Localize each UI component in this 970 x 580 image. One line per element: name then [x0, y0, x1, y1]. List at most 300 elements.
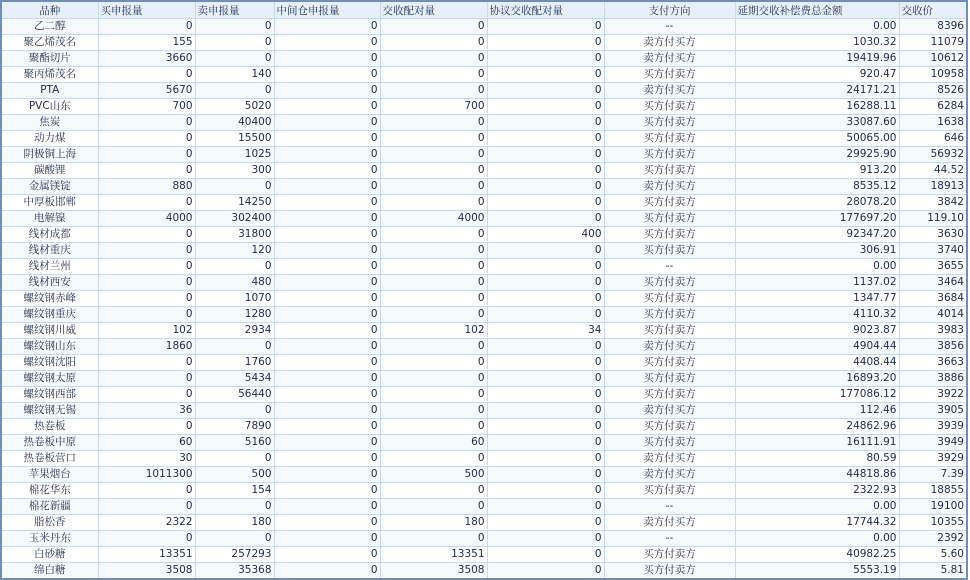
cell-settle-price: 8526 [899, 83, 967, 99]
cell-payment-direction: 卖方付买方 [604, 179, 735, 195]
table-row[interactable] [1, 355, 967, 371]
table-row[interactable] [1, 531, 967, 547]
cell-sell-qty: 180 [195, 515, 274, 531]
cell-payment-direction: 卖方付买方 [604, 339, 735, 355]
cell-variety: PTA [1, 83, 98, 99]
table-row[interactable] [1, 435, 967, 451]
cell-settle-price: 56932 [899, 147, 967, 163]
col-header-sell-qty[interactable]: 卖申报量 [195, 1, 274, 19]
table-row[interactable] [1, 83, 967, 99]
cell-deferred-fee: 8535.12 [735, 179, 899, 195]
cell-settle-price: 3929 [899, 451, 967, 467]
table-row[interactable] [1, 131, 967, 147]
cell-payment-direction: 买方付卖方 [604, 323, 735, 339]
cell-payment-direction: 买方付卖方 [604, 355, 735, 371]
table-row[interactable] [1, 467, 967, 483]
cell-protocol-match-qty: 0 [487, 307, 604, 323]
cell-payment-direction: 买方付卖方 [604, 547, 735, 563]
cell-sell-qty: 0 [195, 531, 274, 547]
cell-buy-qty: 155 [98, 35, 195, 51]
cell-variety: 绵白糖 [1, 563, 98, 580]
cell-mid-warehouse-qty: 0 [274, 435, 380, 451]
cell-variety: 线材西安 [1, 275, 98, 291]
cell-mid-warehouse-qty: 0 [274, 163, 380, 179]
cell-mid-warehouse-qty: 0 [274, 371, 380, 387]
cell-variety: 螺纹钢无锡 [1, 403, 98, 419]
cell-match-qty: 0 [380, 67, 487, 83]
cell-settle-price: 6284 [899, 99, 967, 115]
cell-buy-qty: 102 [98, 323, 195, 339]
cell-protocol-match-qty: 0 [487, 467, 604, 483]
cell-match-qty: 0 [380, 19, 487, 35]
cell-variety: 螺纹钢山东 [1, 339, 98, 355]
cell-match-qty: 0 [380, 307, 487, 323]
table-row[interactable] [1, 499, 967, 515]
table-row[interactable] [1, 35, 967, 51]
cell-settle-price: 3630 [899, 227, 967, 243]
cell-payment-direction: 买方付卖方 [604, 163, 735, 179]
cell-payment-direction: 买方付卖方 [604, 563, 735, 580]
cell-match-qty: 0 [380, 451, 487, 467]
cell-match-qty: 0 [380, 531, 487, 547]
cell-settle-price: 3655 [899, 259, 967, 275]
cell-protocol-match-qty: 0 [487, 291, 604, 307]
cell-settle-price: 5.60 [899, 547, 967, 563]
cell-buy-qty: 0 [98, 243, 195, 259]
cell-settle-price: 119.10 [899, 211, 967, 227]
cell-deferred-fee: 16893.20 [735, 371, 899, 387]
cell-variety: 螺纹钢沈阳 [1, 355, 98, 371]
cell-mid-warehouse-qty: 0 [274, 19, 380, 35]
cell-payment-direction: 买方付卖方 [604, 67, 735, 83]
table-row[interactable] [1, 547, 967, 563]
cell-sell-qty: 500 [195, 467, 274, 483]
cell-buy-qty: 2322 [98, 515, 195, 531]
cell-settle-price: 3842 [899, 195, 967, 211]
cell-settle-price: 19100 [899, 499, 967, 515]
cell-match-qty: 0 [380, 51, 487, 67]
cell-variety: 聚乙烯茂名 [1, 35, 98, 51]
cell-protocol-match-qty: 0 [487, 99, 604, 115]
cell-variety: 热卷板中原 [1, 435, 98, 451]
cell-match-qty: 0 [380, 259, 487, 275]
cell-payment-direction: -- [604, 531, 735, 547]
cell-deferred-fee: 1137.02 [735, 275, 899, 291]
cell-buy-qty: 1860 [98, 339, 195, 355]
table-row[interactable] [1, 515, 967, 531]
cell-match-qty: 180 [380, 515, 487, 531]
cell-settle-price: 3856 [899, 339, 967, 355]
cell-variety: 螺纹钢西部 [1, 387, 98, 403]
cell-sell-qty: 302400 [195, 211, 274, 227]
cell-variety: 白砂糖 [1, 547, 98, 563]
cell-protocol-match-qty: 0 [487, 67, 604, 83]
cell-sell-qty: 1280 [195, 307, 274, 323]
cell-payment-direction: -- [604, 499, 735, 515]
cell-protocol-match-qty: 0 [487, 131, 604, 147]
cell-payment-direction: 买方付卖方 [604, 435, 735, 451]
cell-variety: 中厚板邯郸 [1, 195, 98, 211]
cell-match-qty: 500 [380, 467, 487, 483]
cell-buy-qty: 0 [98, 259, 195, 275]
cell-mid-warehouse-qty: 0 [274, 147, 380, 163]
cell-sell-qty: 300 [195, 163, 274, 179]
cell-protocol-match-qty: 0 [487, 435, 604, 451]
cell-protocol-match-qty: 0 [487, 339, 604, 355]
cell-deferred-fee: 306.91 [735, 243, 899, 259]
cell-payment-direction: -- [604, 259, 735, 275]
cell-deferred-fee: 40982.25 [735, 547, 899, 563]
cell-sell-qty: 2934 [195, 323, 274, 339]
cell-mid-warehouse-qty: 0 [274, 323, 380, 339]
cell-mid-warehouse-qty: 0 [274, 99, 380, 115]
cell-variety: 螺纹钢太原 [1, 371, 98, 387]
col-header-protocol-match-qty[interactable]: 协议交收配对量 [487, 1, 604, 19]
col-header-variety[interactable]: 品种 [1, 1, 98, 19]
table-row[interactable] [1, 387, 967, 403]
cell-buy-qty: 0 [98, 163, 195, 179]
cell-payment-direction: 买方付卖方 [604, 291, 735, 307]
cell-sell-qty: 7890 [195, 419, 274, 435]
cell-protocol-match-qty: 0 [487, 275, 604, 291]
cell-settle-price: 1638 [899, 115, 967, 131]
cell-variety: 电解镍 [1, 211, 98, 227]
cell-buy-qty: 880 [98, 179, 195, 195]
cell-buy-qty: 4000 [98, 211, 195, 227]
cell-deferred-fee: 17744.32 [735, 515, 899, 531]
cell-buy-qty: 0 [98, 147, 195, 163]
cell-match-qty: 0 [380, 243, 487, 259]
cell-match-qty: 0 [380, 291, 487, 307]
cell-buy-qty: 13351 [98, 547, 195, 563]
cell-variety: 阴极铜上海 [1, 147, 98, 163]
table-row[interactable] [1, 371, 967, 387]
cell-protocol-match-qty: 0 [487, 563, 604, 580]
cell-payment-direction: 卖方付买方 [604, 403, 735, 419]
cell-sell-qty: 0 [195, 51, 274, 67]
cell-buy-qty: 0 [98, 387, 195, 403]
cell-buy-qty: 0 [98, 483, 195, 499]
cell-settle-price: 8396 [899, 19, 967, 35]
table-row[interactable] [1, 67, 967, 83]
col-header-mid-warehouse-qty[interactable]: 中间仓申报量 [274, 1, 380, 19]
table-row[interactable] [1, 451, 967, 467]
cell-buy-qty: 60 [98, 435, 195, 451]
cell-sell-qty: 0 [195, 35, 274, 51]
cell-deferred-fee: 24171.21 [735, 83, 899, 99]
cell-settle-price: 7.39 [899, 467, 967, 483]
cell-sell-qty: 5160 [195, 435, 274, 451]
cell-mid-warehouse-qty: 0 [274, 339, 380, 355]
cell-protocol-match-qty: 0 [487, 403, 604, 419]
cell-match-qty: 0 [380, 35, 487, 51]
cell-sell-qty: 0 [195, 403, 274, 419]
cell-payment-direction: 卖方付买方 [604, 515, 735, 531]
cell-match-qty: 0 [380, 147, 487, 163]
cell-buy-qty: 0 [98, 307, 195, 323]
cell-deferred-fee: 4408.44 [735, 355, 899, 371]
cell-protocol-match-qty: 0 [487, 195, 604, 211]
table-row[interactable] [1, 99, 967, 115]
cell-payment-direction: 卖方付买方 [604, 451, 735, 467]
table-row[interactable] [1, 115, 967, 131]
cell-mid-warehouse-qty: 0 [274, 51, 380, 67]
cell-mid-warehouse-qty: 0 [274, 195, 380, 211]
cell-buy-qty: 0 [98, 131, 195, 147]
cell-match-qty: 0 [380, 499, 487, 515]
cell-deferred-fee: 4110.32 [735, 307, 899, 323]
cell-deferred-fee: 4904.44 [735, 339, 899, 355]
table-row[interactable] [1, 19, 967, 35]
cell-sell-qty: 1025 [195, 147, 274, 163]
cell-mid-warehouse-qty: 0 [274, 259, 380, 275]
cell-match-qty: 0 [380, 403, 487, 419]
cell-buy-qty: 0 [98, 227, 195, 243]
cell-sell-qty: 0 [195, 83, 274, 99]
cell-settle-price: 3663 [899, 355, 967, 371]
cell-mid-warehouse-qty: 0 [274, 307, 380, 323]
cell-variety: 热卷板 [1, 419, 98, 435]
cell-buy-qty: 3508 [98, 563, 195, 580]
cell-deferred-fee: 913.20 [735, 163, 899, 179]
cell-buy-qty: 30 [98, 451, 195, 467]
cell-settle-price: 10355 [899, 515, 967, 531]
cell-sell-qty: 5020 [195, 99, 274, 115]
cell-variety: 螺纹钢赤峰 [1, 291, 98, 307]
cell-buy-qty: 5670 [98, 83, 195, 99]
cell-variety: 线材兰州 [1, 259, 98, 275]
cell-match-qty: 60 [380, 435, 487, 451]
cell-sell-qty: 480 [195, 275, 274, 291]
cell-variety: 热卷板营口 [1, 451, 98, 467]
table-row[interactable] [1, 51, 967, 67]
cell-deferred-fee: 9023.87 [735, 323, 899, 339]
cell-settle-price: 3464 [899, 275, 967, 291]
cell-match-qty: 0 [380, 419, 487, 435]
cell-protocol-match-qty: 0 [487, 163, 604, 179]
cell-deferred-fee: 5553.19 [735, 563, 899, 580]
table-body [1, 19, 967, 580]
cell-mid-warehouse-qty: 0 [274, 35, 380, 51]
cell-buy-qty: 1011300 [98, 467, 195, 483]
cell-variety: 螺纹钢重庆 [1, 307, 98, 323]
cell-deferred-fee: 50065.00 [735, 131, 899, 147]
cell-deferred-fee: 1030.32 [735, 35, 899, 51]
cell-mid-warehouse-qty: 0 [274, 275, 380, 291]
col-header-payment-direction[interactable]: 支付方向 [604, 1, 735, 19]
table-row[interactable] [1, 323, 967, 339]
cell-protocol-match-qty: 0 [487, 259, 604, 275]
cell-protocol-match-qty: 0 [487, 483, 604, 499]
cell-variety: 棉花华东 [1, 483, 98, 499]
cell-protocol-match-qty: 0 [487, 147, 604, 163]
cell-protocol-match-qty: 0 [487, 547, 604, 563]
cell-payment-direction: 买方付卖方 [604, 371, 735, 387]
cell-settle-price: 3905 [899, 403, 967, 419]
cell-protocol-match-qty: 0 [487, 371, 604, 387]
table-row[interactable] [1, 179, 967, 195]
cell-settle-price: 3922 [899, 387, 967, 403]
cell-settle-price: 4014 [899, 307, 967, 323]
cell-payment-direction: 买方付卖方 [604, 227, 735, 243]
cell-deferred-fee: 16111.91 [735, 435, 899, 451]
table-row[interactable] [1, 147, 967, 163]
cell-variety: 乙二醇 [1, 19, 98, 35]
cell-sell-qty: 120 [195, 243, 274, 259]
cell-protocol-match-qty: 0 [487, 115, 604, 131]
cell-sell-qty: 0 [195, 19, 274, 35]
cell-sell-qty: 56440 [195, 387, 274, 403]
cell-sell-qty: 35368 [195, 563, 274, 580]
cell-payment-direction: 买方付卖方 [604, 243, 735, 259]
cell-settle-price: 5.81 [899, 563, 967, 580]
cell-settle-price: 3886 [899, 371, 967, 387]
cell-variety: 脂松香 [1, 515, 98, 531]
cell-match-qty: 0 [380, 387, 487, 403]
cell-settle-price: 10958 [899, 67, 967, 83]
cell-buy-qty: 0 [98, 19, 195, 35]
cell-deferred-fee: 29925.90 [735, 147, 899, 163]
table-row[interactable] [1, 243, 967, 259]
table-row[interactable] [1, 339, 967, 355]
cell-variety: 金属镁锭 [1, 179, 98, 195]
cell-sell-qty: 1760 [195, 355, 274, 371]
cell-variety: 聚酯切片 [1, 51, 98, 67]
cell-mid-warehouse-qty: 0 [274, 355, 380, 371]
cell-mid-warehouse-qty: 0 [274, 211, 380, 227]
cell-deferred-fee: 19419.96 [735, 51, 899, 67]
col-header-buy-qty[interactable]: 买申报量 [98, 1, 195, 19]
cell-match-qty: 0 [380, 227, 487, 243]
table-row[interactable] [1, 483, 967, 499]
col-header-deferred-fee[interactable]: 延期交收补偿费总金额 [735, 1, 899, 19]
cell-variety: 聚丙烯茂名 [1, 67, 98, 83]
cell-sell-qty: 257293 [195, 547, 274, 563]
table-row[interactable] [1, 403, 967, 419]
cell-settle-price: 2392 [899, 531, 967, 547]
cell-match-qty: 0 [380, 339, 487, 355]
cell-protocol-match-qty: 0 [487, 179, 604, 195]
cell-mid-warehouse-qty: 0 [274, 531, 380, 547]
cell-buy-qty: 0 [98, 355, 195, 371]
cell-settle-price: 18913 [899, 179, 967, 195]
cell-match-qty: 102 [380, 323, 487, 339]
cell-variety: 线材成都 [1, 227, 98, 243]
cell-variety: 苹果烟台 [1, 467, 98, 483]
cell-deferred-fee: 33087.60 [735, 115, 899, 131]
cell-variety: 棉花新疆 [1, 499, 98, 515]
cell-deferred-fee: 920.47 [735, 67, 899, 83]
cell-mid-warehouse-qty: 0 [274, 243, 380, 259]
cell-payment-direction: 买方付卖方 [604, 115, 735, 131]
cell-mid-warehouse-qty: 0 [274, 291, 380, 307]
table-row[interactable] [1, 195, 967, 211]
cell-mid-warehouse-qty: 0 [274, 419, 380, 435]
cell-variety: 玉米丹东 [1, 531, 98, 547]
cell-match-qty: 3508 [380, 563, 487, 580]
cell-deferred-fee: 0.00 [735, 531, 899, 547]
cell-sell-qty: 0 [195, 339, 274, 355]
cell-match-qty: 0 [380, 179, 487, 195]
cell-settle-price: 11079 [899, 35, 967, 51]
cell-protocol-match-qty: 0 [487, 83, 604, 99]
table-row[interactable] [1, 259, 967, 275]
cell-payment-direction: 买方付卖方 [604, 99, 735, 115]
cell-protocol-match-qty: 0 [487, 451, 604, 467]
cell-buy-qty: 3660 [98, 51, 195, 67]
table-row[interactable] [1, 163, 967, 179]
col-header-match-qty[interactable]: 交收配对量 [380, 1, 487, 19]
cell-sell-qty: 1070 [195, 291, 274, 307]
cell-payment-direction: 买方付卖方 [604, 147, 735, 163]
cell-deferred-fee: 0.00 [735, 499, 899, 515]
cell-variety: 螺纹钢川威 [1, 323, 98, 339]
cell-buy-qty: 0 [98, 371, 195, 387]
cell-deferred-fee: 177697.20 [735, 211, 899, 227]
table-row[interactable] [1, 563, 967, 580]
cell-protocol-match-qty: 0 [487, 51, 604, 67]
cell-mid-warehouse-qty: 0 [274, 467, 380, 483]
cell-buy-qty: 0 [98, 275, 195, 291]
cell-buy-qty: 0 [98, 195, 195, 211]
cell-sell-qty: 31800 [195, 227, 274, 243]
table-row[interactable] [1, 275, 967, 291]
cell-settle-price: 646 [899, 131, 967, 147]
cell-buy-qty: 0 [98, 419, 195, 435]
cell-variety: 线材重庆 [1, 243, 98, 259]
cell-sell-qty: 5434 [195, 371, 274, 387]
cell-payment-direction: 买方付卖方 [604, 483, 735, 499]
cell-protocol-match-qty: 0 [487, 531, 604, 547]
cell-payment-direction: -- [604, 19, 735, 35]
cell-mid-warehouse-qty: 0 [274, 115, 380, 131]
table-row[interactable] [1, 227, 967, 243]
cell-protocol-match-qty: 0 [487, 387, 604, 403]
cell-deferred-fee: 0.00 [735, 19, 899, 35]
table-row[interactable] [1, 211, 967, 227]
cell-match-qty: 4000 [380, 211, 487, 227]
table-row[interactable] [1, 419, 967, 435]
cell-match-qty: 0 [380, 83, 487, 99]
cell-buy-qty: 0 [98, 531, 195, 547]
cell-match-qty: 0 [380, 131, 487, 147]
cell-deferred-fee: 112.46 [735, 403, 899, 419]
cell-mid-warehouse-qty: 0 [274, 451, 380, 467]
cell-settle-price: 3983 [899, 323, 967, 339]
cell-sell-qty: 0 [195, 179, 274, 195]
table-row[interactable] [1, 291, 967, 307]
cell-sell-qty: 0 [195, 499, 274, 515]
cell-settle-price: 44.52 [899, 163, 967, 179]
cell-protocol-match-qty: 34 [487, 323, 604, 339]
cell-sell-qty: 14250 [195, 195, 274, 211]
cell-buy-qty: 700 [98, 99, 195, 115]
cell-protocol-match-qty: 0 [487, 515, 604, 531]
cell-variety: 焦炭 [1, 115, 98, 131]
cell-payment-direction: 买方付卖方 [604, 419, 735, 435]
cell-sell-qty: 140 [195, 67, 274, 83]
cell-settle-price: 18855 [899, 483, 967, 499]
cell-deferred-fee: 28078.20 [735, 195, 899, 211]
table-row[interactable] [1, 307, 967, 323]
cell-protocol-match-qty: 0 [487, 499, 604, 515]
cell-mid-warehouse-qty: 0 [274, 563, 380, 580]
cell-sell-qty: 40400 [195, 115, 274, 131]
cell-settle-price: 3684 [899, 291, 967, 307]
col-header-settle-price[interactable]: 交收价 [899, 1, 967, 19]
cell-buy-qty: 0 [98, 115, 195, 131]
cell-match-qty: 0 [380, 115, 487, 131]
